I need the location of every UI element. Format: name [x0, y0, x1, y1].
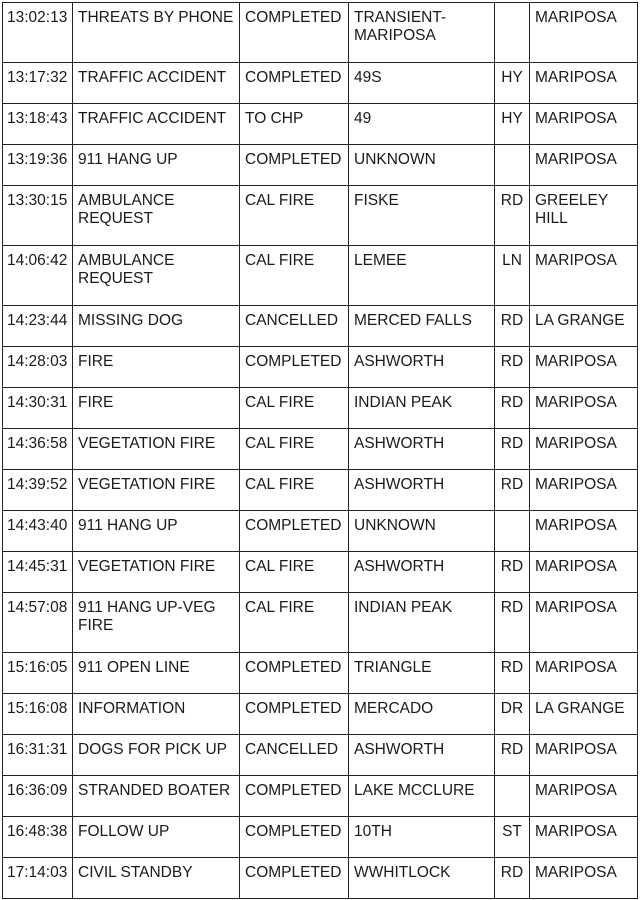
call-status: COMPLETED [240, 858, 349, 899]
table-row [3, 735, 638, 776]
call-status: CAL FIRE [240, 552, 349, 593]
city-name: MARIPOSA [530, 470, 638, 511]
call-time: 14:39:52 [3, 470, 73, 511]
call-time: 13:17:32 [3, 63, 73, 104]
dispatch-log-table [2, 2, 638, 899]
street-name: ASHWORTH [349, 735, 495, 776]
table-row [3, 246, 638, 306]
call-time: 14:36:58 [3, 429, 73, 470]
call-time: 13:19:36 [3, 145, 73, 186]
city-name: MARIPOSA [530, 246, 638, 306]
street-suffix: RD [495, 186, 530, 246]
street-suffix [495, 511, 530, 552]
call-type: CIVIL STANDBY [73, 858, 240, 899]
street-name: 49 [349, 104, 495, 145]
call-type: VEGETATION FIRE [73, 429, 240, 470]
city-name: MARIPOSA [530, 653, 638, 694]
city-name: MARIPOSA [530, 429, 638, 470]
table-row [3, 511, 638, 552]
street-name: UNKNOWN [349, 511, 495, 552]
table-row [3, 347, 638, 388]
city-name: MARIPOSA [530, 388, 638, 429]
call-type: 911 HANG UP-VEG FIRE [73, 593, 240, 653]
call-type: 911 HANG UP [73, 511, 240, 552]
call-status: COMPLETED [240, 694, 349, 735]
call-status: COMPLETED [240, 653, 349, 694]
call-status: COMPLETED [240, 817, 349, 858]
street-name: ASHWORTH [349, 470, 495, 511]
call-type: TRAFFIC ACCIDENT [73, 104, 240, 145]
street-suffix: ST [495, 817, 530, 858]
table-row [3, 776, 638, 817]
call-time: 16:48:38 [3, 817, 73, 858]
street-suffix: RD [495, 388, 530, 429]
street-suffix: RD [495, 735, 530, 776]
street-suffix: RD [495, 306, 530, 347]
table-row [3, 858, 638, 899]
call-status: CAL FIRE [240, 593, 349, 653]
city-name: GREELEY HILL [530, 186, 638, 246]
call-type: 911 OPEN LINE [73, 653, 240, 694]
table-row [3, 694, 638, 735]
street-suffix: LN [495, 246, 530, 306]
city-name: LA GRANGE [530, 694, 638, 735]
call-time: 13:30:15 [3, 186, 73, 246]
call-type: INFORMATION [73, 694, 240, 735]
call-time: 15:16:05 [3, 653, 73, 694]
call-type: FOLLOW UP [73, 817, 240, 858]
call-time: 14:57:08 [3, 593, 73, 653]
table-row [3, 552, 638, 593]
call-time: 13:02:13 [3, 3, 73, 63]
city-name: MARIPOSA [530, 511, 638, 552]
call-time: 15:16:08 [3, 694, 73, 735]
street-suffix: RD [495, 347, 530, 388]
call-status: COMPLETED [240, 63, 349, 104]
city-name: MARIPOSA [530, 858, 638, 899]
street-name: 10TH [349, 817, 495, 858]
call-type: DOGS FOR PICK UP [73, 735, 240, 776]
dispatch-log-body [3, 3, 638, 899]
call-type: FIRE [73, 347, 240, 388]
table-row [3, 306, 638, 347]
street-name: MERCED FALLS [349, 306, 495, 347]
street-suffix: RD [495, 470, 530, 511]
call-type: 911 HANG UP [73, 145, 240, 186]
street-suffix [495, 145, 530, 186]
call-type: AMBULANCE REQUEST [73, 246, 240, 306]
call-status: COMPLETED [240, 347, 349, 388]
street-name: MERCADO [349, 694, 495, 735]
city-name: LA GRANGE [530, 306, 638, 347]
table-row [3, 63, 638, 104]
table-row [3, 429, 638, 470]
city-name: MARIPOSA [530, 63, 638, 104]
street-name: LEMEE [349, 246, 495, 306]
street-suffix: RD [495, 429, 530, 470]
call-status: COMPLETED [240, 776, 349, 817]
call-time: 14:28:03 [3, 347, 73, 388]
call-type: VEGETATION FIRE [73, 470, 240, 511]
street-name: INDIAN PEAK [349, 593, 495, 653]
call-status: COMPLETED [240, 3, 349, 63]
street-suffix: DR [495, 694, 530, 735]
table-row [3, 186, 638, 246]
call-time: 14:45:31 [3, 552, 73, 593]
street-suffix: HY [495, 104, 530, 145]
street-name: ASHWORTH [349, 552, 495, 593]
call-type: VEGETATION FIRE [73, 552, 240, 593]
street-suffix: HY [495, 63, 530, 104]
call-time: 14:30:31 [3, 388, 73, 429]
call-time: 16:31:31 [3, 735, 73, 776]
city-name: MARIPOSA [530, 817, 638, 858]
street-name: UNKNOWN [349, 145, 495, 186]
call-time: 14:43:40 [3, 511, 73, 552]
street-name: ASHWORTH [349, 429, 495, 470]
call-type: FIRE [73, 388, 240, 429]
call-time: 14:23:44 [3, 306, 73, 347]
call-status: CANCELLED [240, 306, 349, 347]
city-name: MARIPOSA [530, 593, 638, 653]
street-name: LAKE MCCLURE [349, 776, 495, 817]
call-type: MISSING DOG [73, 306, 240, 347]
street-suffix [495, 776, 530, 817]
call-status: COMPLETED [240, 145, 349, 186]
table-row [3, 3, 638, 63]
call-type: STRANDED BOATER [73, 776, 240, 817]
call-status: CAL FIRE [240, 246, 349, 306]
call-status: TO CHP [240, 104, 349, 145]
table-row [3, 470, 638, 511]
call-status: CAL FIRE [240, 388, 349, 429]
street-suffix: RD [495, 653, 530, 694]
call-status: CAL FIRE [240, 429, 349, 470]
street-suffix: RD [495, 593, 530, 653]
call-type: TRAFFIC ACCIDENT [73, 63, 240, 104]
street-suffix: RD [495, 552, 530, 593]
call-type: AMBULANCE REQUEST [73, 186, 240, 246]
street-name: WWHITLOCK [349, 858, 495, 899]
call-time: 16:36:09 [3, 776, 73, 817]
call-status: COMPLETED [240, 511, 349, 552]
call-time: 14:06:42 [3, 246, 73, 306]
city-name: MARIPOSA [530, 735, 638, 776]
table-row [3, 145, 638, 186]
city-name: MARIPOSA [530, 3, 638, 63]
city-name: MARIPOSA [530, 347, 638, 388]
street-name: TRANSIENT-MARIPOSA [349, 3, 495, 63]
street-name: ASHWORTH [349, 347, 495, 388]
street-name: FISKE [349, 186, 495, 246]
table-row [3, 593, 638, 653]
table-row [3, 817, 638, 858]
table-row [3, 104, 638, 145]
call-time: 17:14:03 [3, 858, 73, 899]
street-suffix: RD [495, 858, 530, 899]
city-name: MARIPOSA [530, 776, 638, 817]
call-status: CAL FIRE [240, 470, 349, 511]
city-name: MARIPOSA [530, 145, 638, 186]
street-name: TRIANGLE [349, 653, 495, 694]
call-time: 13:18:43 [3, 104, 73, 145]
city-name: MARIPOSA [530, 552, 638, 593]
table-row [3, 653, 638, 694]
street-suffix [495, 3, 530, 63]
table-row [3, 388, 638, 429]
call-type: THREATS BY PHONE [73, 3, 240, 63]
city-name: MARIPOSA [530, 104, 638, 145]
street-name: 49S [349, 63, 495, 104]
street-name: INDIAN PEAK [349, 388, 495, 429]
call-status: CAL FIRE [240, 186, 349, 246]
call-status: CANCELLED [240, 735, 349, 776]
